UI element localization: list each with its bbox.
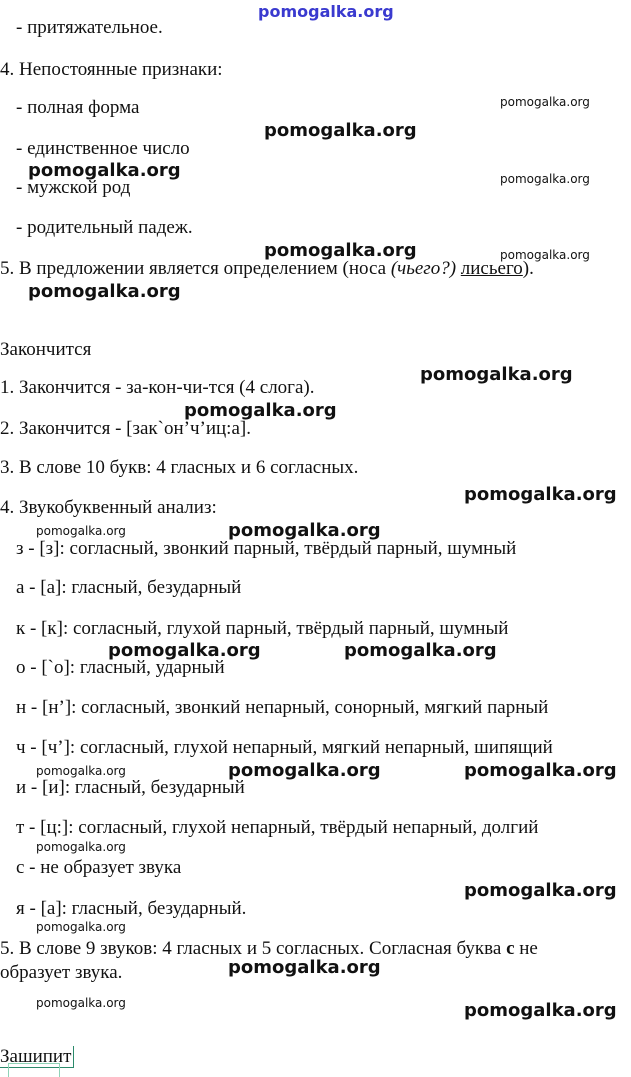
text-line: - притяжательное. [16, 17, 163, 38]
text-line: н - [н’]: согласный, звонкий непарный, сонорный, мягкий парный [16, 697, 549, 718]
watermark: pomogalka.org [28, 160, 181, 181]
watermark-small: pomogalka.org [36, 524, 126, 538]
text-line: - полная форма [16, 97, 140, 118]
watermark: pomogalka.org [108, 640, 261, 661]
watermark: pomogalka.org [264, 240, 417, 261]
watermark: pomogalka.org [464, 880, 617, 901]
text-line: а - [а]: гласный, безударный [16, 577, 242, 598]
text-line: о - [`о]: гласный, ударный [16, 657, 225, 678]
text-line: - родительный падеж. [16, 217, 193, 238]
text-fragment: ). [522, 258, 534, 279]
text-line: 4. Звукобуквенный анализ: [0, 497, 217, 518]
watermark: pomogalka.org [228, 520, 381, 541]
bold-letter: с [506, 938, 515, 959]
watermark: pomogalka.org [464, 1000, 617, 1021]
text-line: и - [и]: гласный, безударный [16, 777, 245, 798]
text-line: - мужской род [16, 177, 131, 198]
boxed-word: Зашипит [0, 1046, 74, 1068]
text-line: образует звука. [0, 962, 123, 983]
watermark: pomogalka.org [228, 760, 381, 781]
watermark: pomogalka.org [184, 400, 337, 421]
text-line: я - [а]: гласный, безударный. [16, 898, 247, 919]
text-line: 1. Закончится - за-кон-чи-тся (4 слога). [0, 377, 315, 398]
watermark: pomogalka.org [28, 281, 181, 302]
watermark: pomogalka.org [464, 760, 617, 781]
watermark: pomogalka.org [420, 364, 573, 385]
text-line: с - не образует звука [16, 857, 182, 878]
watermark-small: pomogalka.org [500, 172, 590, 186]
text-line: ч - [ч’]: согласный, глухой непарный, мягкий непарный, шипящий [16, 737, 553, 758]
text-line: з - [з]: согласный, звонкий парный, твёрдый парный, шумный [16, 538, 517, 559]
text-fragment: 5. В предложении является определением (носа [0, 258, 391, 279]
watermark-small: pomogalka.org [500, 248, 590, 262]
text-fragment: не [514, 938, 538, 959]
watermark-small: pomogalka.org [36, 996, 126, 1010]
question-italic: (чьего?) [390, 258, 457, 279]
text-line [0, 258, 534, 280]
watermark-top: pomogalka.org [258, 2, 394, 21]
watermark-small: pomogalka.org [500, 95, 590, 109]
watermark: pomogalka.org [264, 120, 417, 141]
text-line: к - [к]: согласный, глухой парный, твёрдый парный, шумный [16, 618, 509, 639]
watermark-small: pomogalka.org [36, 764, 126, 778]
watermark: pomogalka.org [464, 484, 617, 505]
watermark: pomogalka.org [344, 640, 497, 661]
text-line: 3. В слове 10 букв: 4 гласных и 6 согласных. [0, 457, 359, 478]
text-fragment: 5. В слове 9 звуков: 4 гласных и 5 согласных. Согласная буква [0, 938, 507, 959]
text-line: т - [ц:]: согласный, глухой непарный, твёрдый непарный, долгий [16, 817, 539, 838]
watermark-small: pomogalka.org [36, 840, 126, 854]
section-heading: Закончится [0, 339, 92, 360]
watermark-small: pomogalka.org [36, 920, 126, 934]
image-edge-box [8, 1063, 60, 1077]
text-line: 4. Непостоянные признаки: [0, 59, 223, 80]
watermark: pomogalka.org [228, 957, 381, 978]
underlined-word: лисьего [460, 258, 523, 279]
text-line: 2. Закончится - [зак`он’ч’иц:а]. [0, 418, 251, 439]
text-line: - единственное число [16, 138, 190, 159]
